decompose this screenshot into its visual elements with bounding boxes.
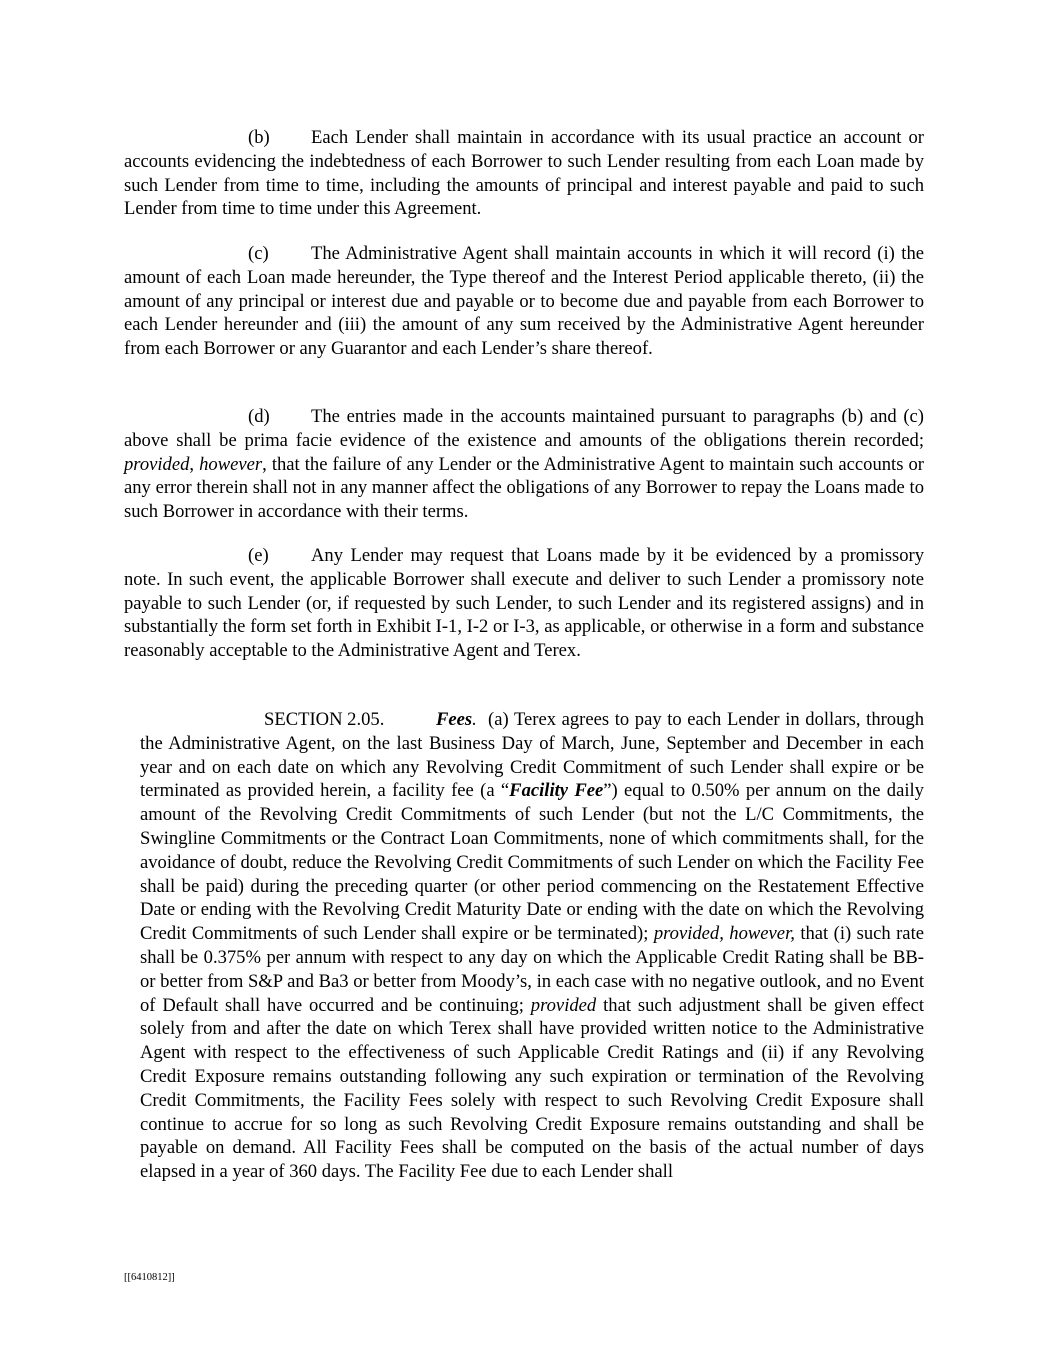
defined-term: Facility Fee <box>509 780 604 802</box>
paragraph-b <box>124 126 924 221</box>
paragraph-label: (b) <box>248 127 270 148</box>
section-title-punct: . <box>472 709 477 730</box>
paragraph-text: , <box>189 453 200 475</box>
paragraph-label: (c) <box>248 243 269 264</box>
paragraph-text: Each Lender shall maintain in accordance with its usual practice an account or accounts evidencing the indebtedness of each Borrower to such Lender resulting from each Loan made by such Lender from time to time, including the amounts of principal and interest payable and paid to such Lender from time to time under this Agreement. <box>124 127 924 220</box>
paragraph-text: The entries made in the accounts maintained pursuant to paragraphs (b) and (c) above shall be prima facie evidence of the existence and amounts of the obligations therein recorded; <box>124 406 924 451</box>
section-text: that (i) such rate shall be 0.375% per annum with respect to any day on which the Applicable Credit Rating shall be BB- or better from S&P and Ba3 or better from Moody’s, in each case with no negative outlook, and no Event of Default shall have occurred and be continuing; <box>140 923 924 1016</box>
provided-however-term: provided, however, <box>653 923 795 945</box>
paragraph-d <box>124 405 924 524</box>
section-text: (a) Terex agrees to pay to each Lender in dollars, through the Administrative Agent, on the last Business Day of March, June, September and December in each year and on each date on which any Revolving Credit Commitment of such Lender shall expire or be terminated as provided herein, a facility fee (a “ <box>140 709 924 802</box>
section-2-05 <box>140 708 924 1184</box>
paragraph-label: (d) <box>248 406 270 427</box>
however-term: however <box>199 453 263 475</box>
provided-term: provided <box>124 453 190 475</box>
section-text: ”) equal to 0.50% per annum on the daily amount of the Revolving Credit Commitments of such Lender (but not the L/C Commitments, the Swingline Commitments or the Contract Loan Commitments, none of which commitments shall, for the avoidance of doubt, reduce the Revolving Credit Commitments of such Lender on which the Facility Fee shall be paid) during the preceding quarter (or other period commencing on the Restatement Effective Date or ending with the Revolving Credit Maturity Date or ending with the date on which the Revolving Credit Commitments of such Lender shall expire or be terminated); <box>140 780 924 945</box>
paragraph-text: The Administrative Agent shall maintain accounts in which it will record (i) the amount of each Loan made hereunder, the Type thereof and the Interest Period applicable thereto, (ii) the amount of any principal or interest due and payable or to become due and payable from each Borrower to each Lender hereunder and (iii) the amount of any sum received by the Administrative Agent hereunder from each Borrower or any Guarantor and each Lender’s share thereof. <box>124 243 924 360</box>
section-title: Fees <box>436 709 473 730</box>
paragraph-c <box>124 242 924 361</box>
paragraph-text: , that the failure of any Lender or the Administrative Agent to maintain such accounts or any error therein shall not in any manner affect the obligations of any Borrower to repay the Loans made to such Borrower in accordance with their terms. <box>124 453 925 523</box>
paragraph-label: (e) <box>248 545 269 566</box>
provided-term: provided <box>530 994 597 1016</box>
section-number: SECTION 2.05. <box>264 709 385 730</box>
document-id-footer: [[6410812]] <box>124 1272 175 1283</box>
paragraph-e <box>124 544 924 663</box>
paragraph-text: Any Lender may request that Loans made by it be evidenced by a promissory note. In such event, the applicable Borrower shall execute and deliver to such Lender a promissory note payable to such Lender (or, if requested by such Lender, to such Lender and its registered assigns) and in substantially the form set forth in Exhibit I-1, I-2 or I-3, as applicable, or otherwise in a form and substance reasonably acceptable to the Administrative Agent and Terex. <box>124 545 924 662</box>
section-text: that such adjustment shall be given effect solely from and after the date on which Terex shall have provided written notice to the Administrative Agent with respect to the effectiveness of such Applicable Credit Ratings and (ii) if any Revolving Credit Exposure remains outstanding following any such expiration or termination of the Revolving Credit Commitments, the Facility Fees solely with respect to such Revolving Credit Exposure shall continue to accrue for so long as such Revolving Credit Exposure remains outstanding and shall be payable on demand. All Facility Fees shall be computed on the basis of the actual number of days elapsed in a year of 360 days. The Facility Fee due to each Lender shall <box>140 994 925 1183</box>
